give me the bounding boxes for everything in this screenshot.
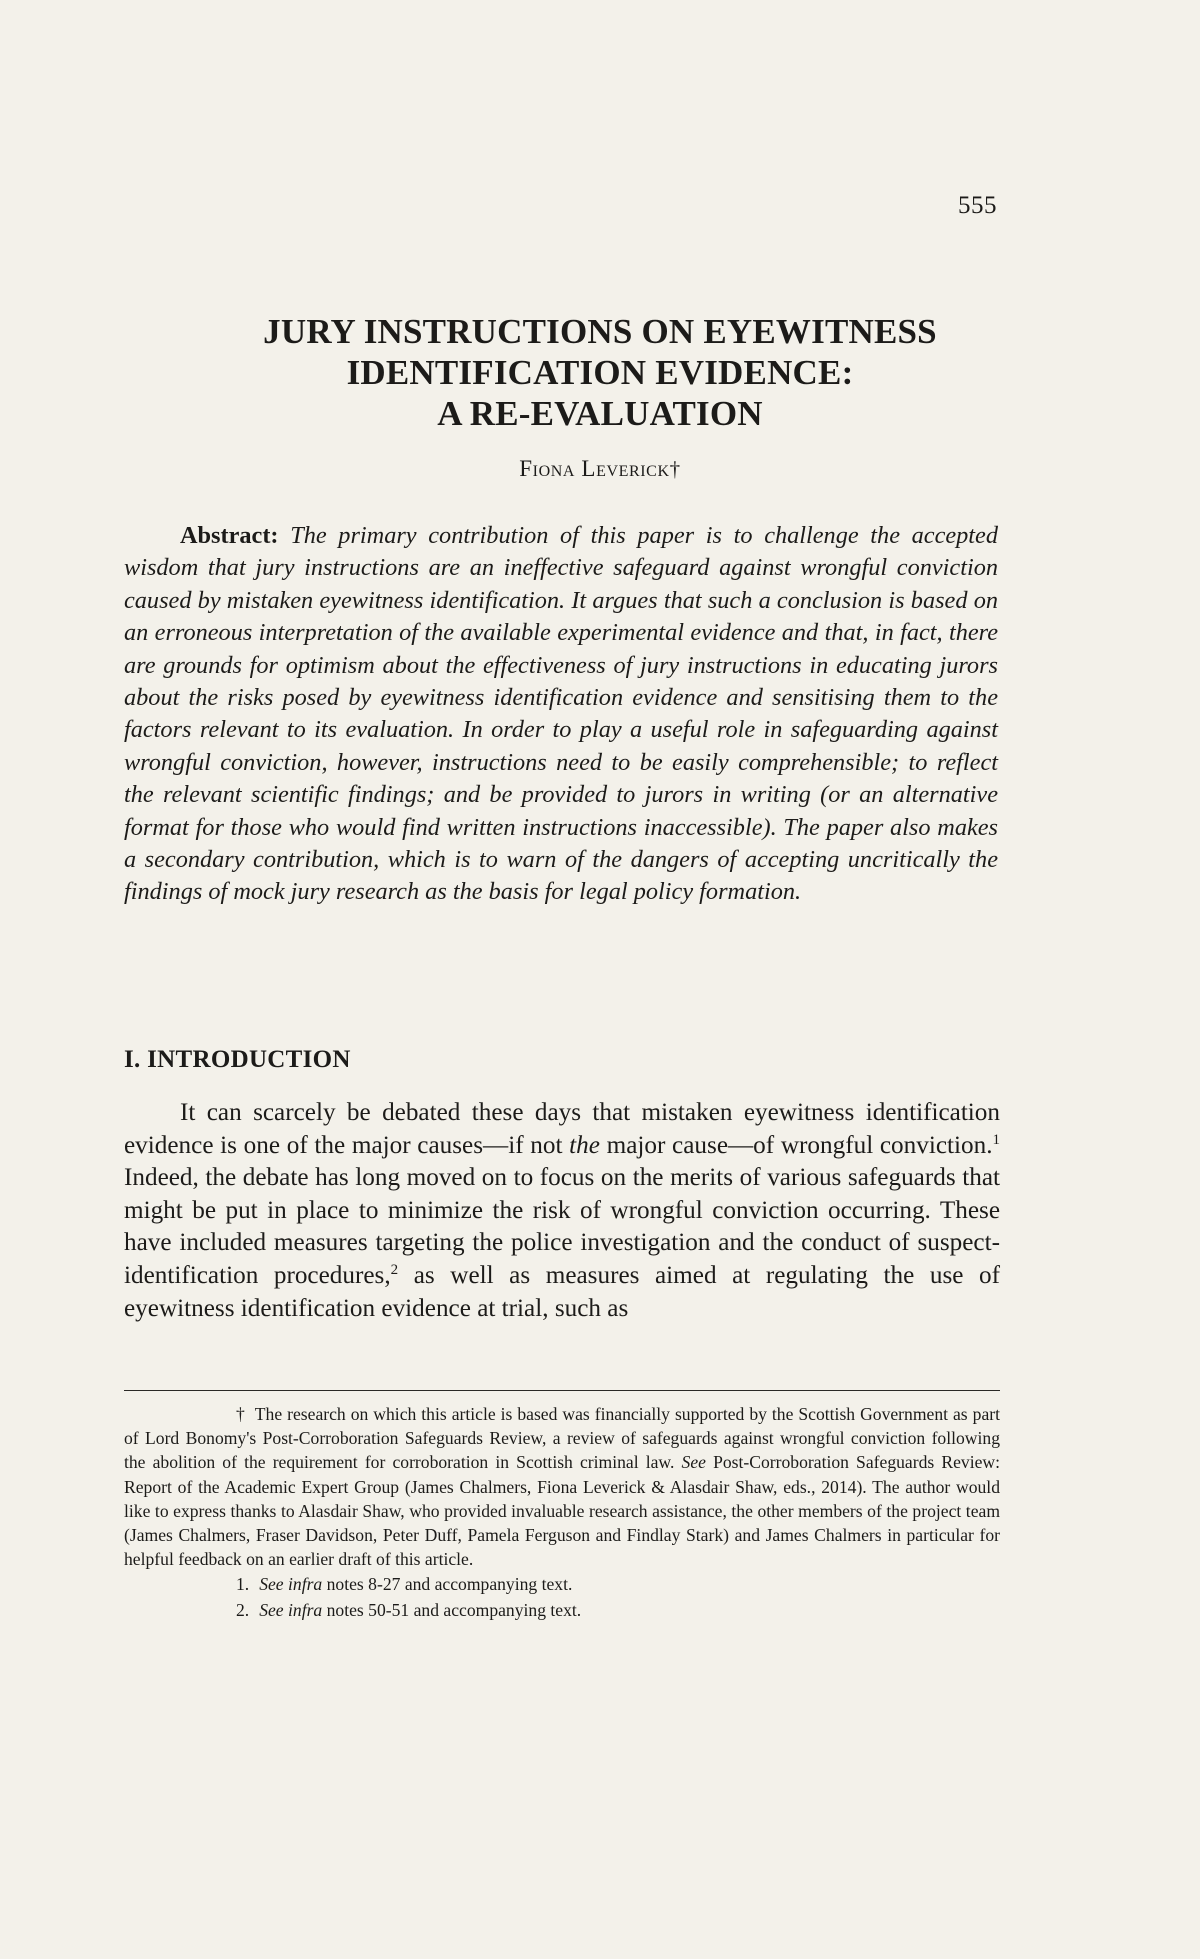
emphasis-text: the (569, 1131, 600, 1159)
introduction-paragraph (124, 1097, 1000, 1325)
footnote-text: The research on which this article is based was financially supported by the Scottish Government as part of Lord Bonomy's Post-Corroboration Safeguards Review, a review of safeguards against wrongful conviction following the abolition of the requirement for corroboration in Scottish criminal law. (124, 1404, 1000, 1473)
section-heading: I. INTRODUCTION (124, 1046, 351, 1073)
footnote-marker: † (236, 1404, 245, 1424)
footnote-divider (124, 1390, 1000, 1391)
footnotes (124, 1402, 1000, 1622)
footnote-1 (124, 1572, 1000, 1596)
paragraph-text: It can scarcely be debated these days that mistaken eyewitness identification evidence is one of the major causes—if not (124, 1099, 1000, 1159)
footnote-reference[interactable]: 2 (390, 1261, 399, 1278)
author-name: Fiona Leverick (519, 456, 670, 481)
title-line: JURY INSTRUCTIONS ON EYEWITNESS (263, 312, 937, 352)
paragraph-text: major cause—of wrongful conviction. (599, 1131, 993, 1159)
footnote-text: notes 8-27 and accompanying text. (322, 1574, 573, 1595)
title-line: IDENTIFICATION EVIDENCE: (346, 353, 854, 393)
footnote-text: Post-Corroboration Safeguards Review: Report of the Academic Expert Group (James Chalmers, Fiona Leverick & Alasdair Shaw, eds., 2014). The author would like to express thanks to Alasdair Shaw, who provided invaluable research assistance, the other members of the project team (James Chalmers, Fraser Davidson, Peter Duff, Pamela Ferguson and Findlay Stark) and James Chalmers in particular for helpful feedback on an earlier draft of this article. (124, 1452, 1000, 1570)
footnote-marker: 1. (236, 1574, 250, 1595)
abstract (124, 520, 998, 909)
footnote-dagger (124, 1402, 1000, 1571)
footnote-signal: See infra (259, 1599, 323, 1620)
footnote-text: notes 50-51 and accompanying text. (322, 1599, 582, 1620)
footnote-signal: See infra (259, 1574, 323, 1595)
abstract-text: The primary contribution of this paper is to challenge the accepted wisdom that jury instructions are an ineffective safeguard against wrongful conviction caused by mistaken eyewitness identification. It argues that such a conclusion is based on an erroneous interpretation of the available experimental evidence and that, in fact, there are grounds for optimism about the effectiveness of jury instructions in educating jurors about the risks posed by eyewitness identification evidence and sensitising them to the factors relevant to its evaluation. In order to play a useful role in safeguarding against wrongful conviction, however, instructions need to be easily comprehensible; to reflect the relevant scientific findings; and be provided to jurors in writing (or an alternative format for those who would find written instructions inaccessible). The paper also makes a secondary contribution, which is to warn of the dangers of accepting uncritically the findings of mock jury research as the basis for legal policy formation. (124, 522, 998, 906)
page-number: 555 (958, 192, 997, 219)
paragraph-text: as well as measures aimed at regulating the use of eyewitness identification evidence at trial, such as (124, 1261, 1000, 1322)
author-footnote-mark: † (669, 457, 681, 481)
footnote-marker: 2. (236, 1599, 250, 1620)
article-title (150, 311, 1050, 434)
paragraph-text: Indeed, the debate has long moved on to focus on the merits of various safeguards that might be put in place to minimize the risk of wrongful conviction occurring. These have included measures targeting the police investigation and the conduct of suspect-identification procedures, (124, 1164, 1000, 1289)
title-line: A RE-EVALUATION (437, 394, 763, 434)
footnote-signal: See (681, 1452, 706, 1473)
author-byline (150, 456, 1050, 482)
footnote-reference[interactable]: 1 (992, 1131, 1000, 1148)
abstract-label: Abstract: (180, 522, 279, 549)
footnote-2 (124, 1598, 1000, 1622)
